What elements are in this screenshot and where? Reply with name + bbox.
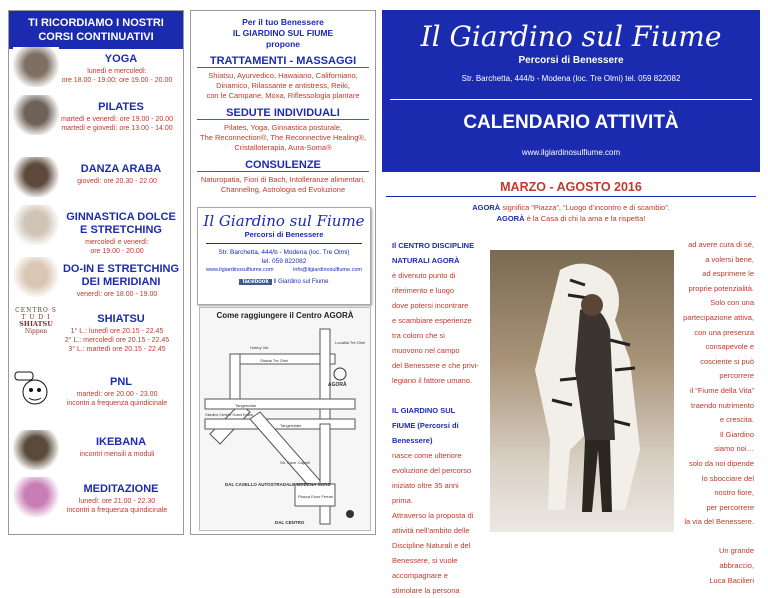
section-title: SEDUTE INDIVIDUALI [226, 107, 340, 119]
map-label: Località Tre Olmi [335, 340, 366, 345]
course-schedule: giovedì: ore 20.30 - 22.00 [77, 178, 157, 185]
card-brand: Il Giardino sul Fiume [203, 212, 365, 230]
card-subtitle: Percorsi di Benessere [244, 230, 324, 239]
tiger-hug-photo [490, 250, 674, 532]
intro-line: legiano il fattore umano. [392, 376, 473, 385]
stretching-image [13, 205, 59, 245]
intro-line: stimolare la persona [392, 586, 460, 595]
course-title: IKEBANA [95, 436, 147, 448]
services-intro: Per il tuo Benessere IL GIARDINO SUL FIUME propone [232, 17, 334, 49]
course-title: PNL [110, 376, 132, 388]
intro-line: proprie potenzialità. [688, 283, 754, 293]
brand-title: Il Giardino sul Fiume [420, 20, 722, 53]
intro-line: prima. [392, 496, 413, 505]
course-schedule: lunedì: ore 21.00 - 22.30 incontri a frequenza quindicinale [66, 498, 168, 514]
intro-line: Attraverso la proposta di [392, 511, 474, 520]
intro-line: Benessere, si vuole [392, 556, 458, 565]
section-text: Naturopatia, Fiori di Bach, Intolleranze alimentari, Channeling, Astrologia ed Evoluzione [200, 175, 366, 194]
intro-line: è divenuto punto di [392, 271, 456, 280]
intro-line: lo sbocciare del [701, 473, 754, 483]
divider [197, 67, 369, 68]
services-panel [190, 10, 376, 535]
course-schedule: martedì: ore 20.00 - 23.00 incontri a frequenza quindicinale [66, 391, 168, 407]
contact-card [197, 207, 371, 305]
intro-line: a volersi bene, [705, 254, 754, 264]
intro-line: tra coloro che si [392, 331, 445, 340]
intro-line: solo da noi dipende [688, 458, 754, 468]
intro-line: muovono nel campo [392, 346, 460, 355]
course-schedule: mercoledì e venerdì: ore 19.00 - 20.00 [85, 239, 149, 255]
agora-marker-icon [334, 368, 346, 380]
calendar-title: CALENDARIO ATTIVITÀ [463, 112, 679, 133]
dancer-image [13, 157, 59, 197]
intro-line: la via del Benessere. [684, 517, 754, 527]
intro-line: nostro fiore, [714, 488, 754, 498]
intro-line: e crescita. [719, 415, 754, 425]
card-email-link[interactable]: info@ilgiardinosulfiume.com [293, 267, 362, 273]
intro-line [392, 388, 492, 403]
period-label: MARZO - AGOSTO 2016 [500, 180, 642, 194]
course-title: PILATES [98, 101, 144, 113]
map-label: DAL CASELLO AUTOSTRADALE MODENA NORD [225, 482, 331, 487]
intro-line: riferimento e luogo [392, 286, 455, 295]
course-schedule: 1° L.: lunedì ore 20.15 - 22.45 2° L.: mercoledì ore 20.15 - 22.45 3° L.: martedì ore 20.15 - 22.45 [64, 328, 170, 353]
intro-line: per percorrere [706, 502, 754, 512]
intro-text-right [674, 238, 754, 588]
card-address: Str. Barchetta, 444/b - Modena (loc. Tre Olmi) tel. 059 822082 www.ilgiardinosulfiume.com info@ilgiardinosulfiume.com [206, 249, 362, 273]
intro-line: accompagnare e [392, 571, 448, 580]
intro-line: con una presenza [694, 327, 754, 337]
lotus-image [13, 477, 59, 517]
map-label: AGORÀ [328, 382, 347, 388]
map-label: Tangenziale [280, 423, 302, 428]
courses-header: TI RICORDIAMO I NOSTRI CORSI CONTINUATIVI [9, 11, 183, 49]
intro-line: Un grande [718, 546, 754, 556]
map-label: DAL CENTRO [275, 520, 305, 525]
intro-line: Benessere) [392, 436, 433, 445]
intro-line: e scambiare esperienze [392, 316, 472, 325]
website-link[interactable]: www.ilgiardinosulfiume.com [521, 148, 621, 157]
yoga-pose-image [13, 47, 59, 87]
brand-subtitle: Percorsi di Benessere [518, 55, 624, 66]
intro-line: ad esprimere le [702, 269, 754, 279]
ikebana-image [13, 430, 59, 470]
map-label: Hobby Vel. [250, 345, 270, 350]
massage-image [13, 257, 59, 297]
map-label: Strada Tre Olmi [260, 358, 289, 363]
directions-map [199, 307, 371, 531]
intro-line: traendo nutrimento [691, 400, 754, 410]
intro-line: consapevole e [705, 342, 754, 352]
intro-line: ad avere cura di sé, [688, 240, 754, 249]
calendar-panel [382, 10, 760, 595]
pilates-image [13, 95, 59, 135]
map-label: Tangenziale [235, 403, 257, 408]
map-title: Come raggiungere il Centro AGORÀ [216, 311, 354, 320]
location-pin-icon [346, 510, 354, 518]
intro-line: Solo con una [710, 298, 754, 308]
section-text: Shiatsu, Ayurvedico, Hawaiano, Californiano, Dinamico, Rilassante e antistress, Reiki, con le Campane, Moxa, Riflessologia plantare [206, 71, 360, 100]
course-schedule: lunedì e mercoledì: ore 18.00 - 19.00; ore 19.00 - 20.00 [61, 68, 173, 84]
course-schedule: martedì e venerdì: ore 19.00 - 20.00 martedì e giovedì: ore 13.00 - 14.00 [60, 116, 174, 132]
person-head [581, 294, 603, 316]
brand-address: Str. Barchetta, 444/b - Modena (loc. Tre Olmi) tel. 059 822082 [461, 74, 681, 83]
map-roads [200, 324, 370, 529]
divider [386, 196, 756, 197]
intro-line: evoluzione del percorso [392, 466, 472, 475]
intro-line: del Benessere e che privi- [392, 361, 479, 370]
intro-line: attività nell’ambito delle [392, 526, 470, 535]
pnl-cartoon-image [13, 370, 59, 410]
courses-panel [8, 10, 184, 535]
intro-line: Il CENTRO DISCIPLINE [392, 241, 475, 250]
intro-line: NATURALI AGORÀ [392, 256, 460, 265]
intro-line: iniziato oltre 35 anni [392, 481, 459, 490]
divider [206, 243, 362, 244]
course-title: GINNASTICA DOLCE E STRETCHING [66, 211, 176, 236]
card-website-link[interactable]: www.ilgiardinosulfiume.com [206, 267, 274, 273]
divider [197, 119, 369, 120]
intro-line: cosciente si può [700, 356, 754, 366]
intro-line: Discipline Naturali e del [392, 541, 471, 550]
intro-line [674, 530, 754, 545]
intro-line: siamo noi… [714, 444, 754, 454]
map-label: Piazza Enzo Ferrari [298, 494, 334, 499]
agora-definition: AGORÀ significa “Piazza”, “Luogo d’incontro e di scambio”. AGORÀ è la Casa di chi la ama e la rispetta! [472, 203, 670, 223]
intro-line: partecipazione attiva, [683, 312, 754, 322]
course-schedule: incontri mensili a moduli [79, 451, 155, 458]
intro-line: FIUME (Percorsi di [392, 421, 459, 430]
section-title: TRATTAMENTI - MASSAGGI [209, 55, 357, 67]
facebook-icon: facebook [239, 279, 271, 285]
intro-line: IL GIARDINO SUL [392, 406, 456, 415]
intro-line: nasce come ulteriore [392, 451, 462, 460]
facebook-link[interactable]: facebook Il Giardino sul Fiume [198, 279, 370, 285]
intro-line: abbraccio, [719, 561, 754, 571]
intro-text-left [392, 238, 492, 598]
shiatsu-logo: CENTRO S T U D I SHIATSU Nippon [15, 307, 57, 335]
divider [197, 171, 369, 172]
calendar-banner [382, 10, 760, 172]
intro-line: dove potersi incontrare [392, 301, 469, 310]
course-schedule: venerdì: ore 18.00 - 19.00 [76, 291, 158, 298]
course-title: DANZA ARABA [80, 163, 162, 175]
section-title: CONSULENZE [245, 159, 321, 171]
map-label: Str. Cave Capelli [280, 460, 310, 465]
section-text: Pilates, Yoga, Ginnastica posturale, The Reconnection®, The Reconnective Healing®, Cristalloterapia, Aura-Soma® [199, 123, 366, 152]
map-label: Giardino Centri e Grand Emilia [205, 413, 253, 417]
intro-line: Luca Bacilieri [709, 575, 754, 585]
course-title: YOGA [104, 53, 138, 65]
intro-line: percorrere [719, 371, 754, 381]
course-title: DO-IN E STRETCHING DEI MERIDIANI [62, 263, 180, 288]
course-title: MEDITAZIONE [83, 483, 159, 495]
intro-line: il “Fiume della Vita” [689, 385, 754, 395]
intro-line: Il Giardino [719, 429, 754, 439]
divider [390, 99, 752, 100]
course-title: SHIATSU [97, 313, 145, 325]
